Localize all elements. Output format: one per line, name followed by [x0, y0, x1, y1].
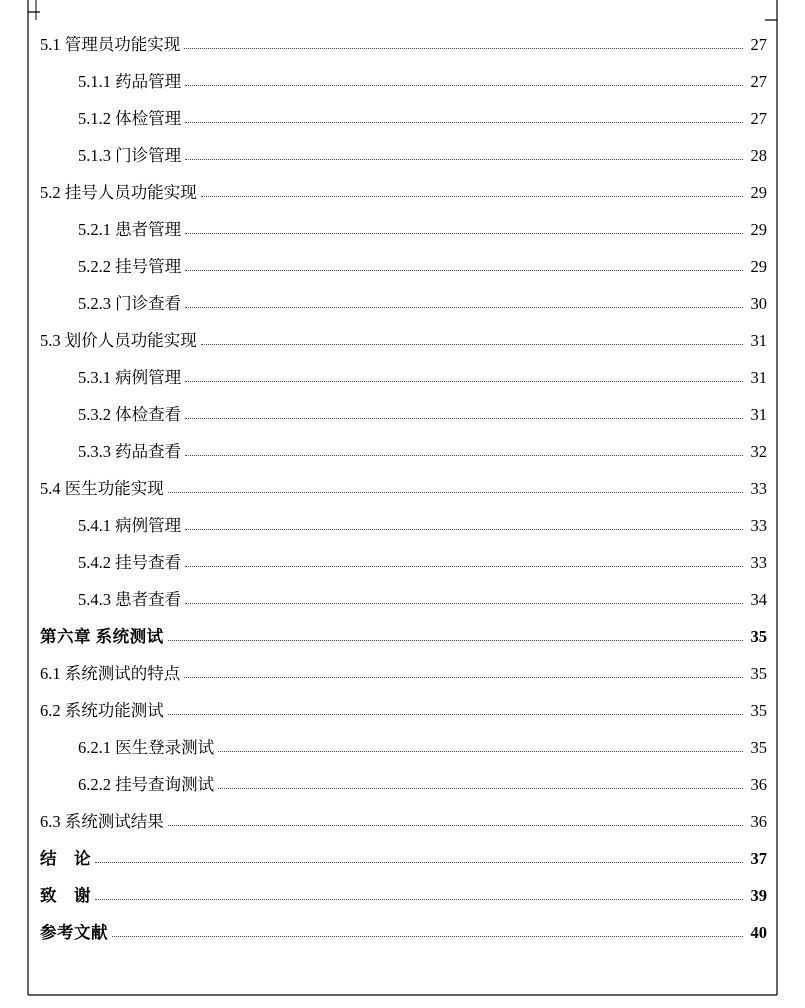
toc-entry[interactable] — [0, 248, 805, 285]
toc-entry[interactable] — [0, 174, 805, 211]
toc-entry-label: 6.2.1 医生登录测试 — [78, 738, 215, 757]
toc-entry-label: 5.4.1 病例管理 — [78, 516, 182, 535]
toc-entry-page-number: 33 — [750, 553, 767, 572]
toc-entry[interactable] — [0, 840, 805, 877]
toc-leader-dots — [184, 48, 743, 49]
toc-entry-label: 致 谢 — [40, 886, 91, 905]
toc-entry[interactable] — [0, 322, 805, 359]
toc-entry-label: 5.1.3 门诊管理 — [78, 146, 182, 165]
toc-entry-page-number: 27 — [750, 72, 767, 91]
toc-entry-label: 第六章 系统测试 — [40, 627, 164, 646]
toc-entry-page-number: 29 — [750, 183, 767, 202]
toc-entry-label: 5.4.3 患者查看 — [78, 590, 182, 609]
toc-entry-page-number: 36 — [750, 812, 767, 831]
toc-entry-page-number: 31 — [750, 368, 767, 387]
toc-entry-page-number: 33 — [750, 516, 767, 535]
toc-entry[interactable] — [0, 433, 805, 470]
toc-entry[interactable] — [0, 137, 805, 174]
toc-entry[interactable] — [0, 692, 805, 729]
toc-entry[interactable] — [0, 100, 805, 137]
toc-entry[interactable] — [0, 618, 805, 655]
toc-leader-dots — [218, 751, 743, 752]
toc-entry-label: 5.3.2 体检查看 — [78, 405, 182, 424]
toc-entry-page-number: 36 — [750, 775, 767, 794]
toc-entry-page-number: 28 — [750, 146, 767, 165]
toc-entry-page-number: 39 — [750, 886, 767, 905]
toc-leader-dots — [185, 159, 743, 160]
toc-entry[interactable] — [0, 877, 805, 914]
toc-leader-dots — [185, 418, 743, 419]
toc-entry-page-number: 29 — [750, 257, 767, 276]
toc-leader-dots — [168, 714, 743, 715]
toc-entry-page-number: 31 — [750, 331, 767, 350]
toc-entry-page-number: 35 — [750, 664, 767, 683]
toc-entry-label: 结 论 — [40, 849, 91, 868]
toc-leader-dots — [168, 640, 743, 641]
toc-leader-dots — [168, 492, 743, 493]
toc-entry-label: 6.2.2 挂号查询测试 — [78, 775, 215, 794]
toc-entry[interactable] — [0, 581, 805, 618]
toc-entry[interactable] — [0, 803, 805, 840]
toc-entry[interactable] — [0, 396, 805, 433]
toc-leader-dots — [95, 862, 743, 863]
toc-entry-page-number: 31 — [750, 405, 767, 424]
toc-leader-dots — [185, 270, 743, 271]
toc-entry-page-number: 27 — [750, 35, 767, 54]
toc-entry-label: 5.1.1 药品管理 — [78, 72, 182, 91]
toc-entry-label: 6.3 系统测试结果 — [40, 812, 164, 831]
toc-entry-page-number: 34 — [750, 590, 767, 609]
toc-leader-dots — [185, 381, 743, 382]
toc-entry-label: 5.4.2 挂号查看 — [78, 553, 182, 572]
toc-entry[interactable] — [0, 766, 805, 803]
toc-entry[interactable] — [0, 63, 805, 100]
toc-leader-dots — [185, 85, 743, 86]
toc-entry[interactable] — [0, 914, 805, 951]
toc-entry[interactable] — [0, 470, 805, 507]
toc-leader-dots — [185, 455, 743, 456]
toc-entry-label: 参考文献 — [40, 923, 108, 942]
toc-entry[interactable] — [0, 655, 805, 692]
toc-entry-label: 5.3 划价人员功能实现 — [40, 331, 197, 350]
toc-entry-label: 5.3.3 药品查看 — [78, 442, 182, 461]
toc-entry-page-number: 40 — [750, 923, 767, 942]
toc-entry-page-number: 27 — [750, 109, 767, 128]
toc-leader-dots — [168, 825, 743, 826]
toc-leader-dots — [218, 788, 743, 789]
toc-entry[interactable] — [0, 211, 805, 248]
toc-entry-page-number: 35 — [750, 627, 767, 646]
toc-entry-label: 6.1 系统测试的特点 — [40, 664, 181, 683]
toc-entry[interactable] — [0, 26, 805, 63]
toc-leader-dots — [185, 122, 743, 123]
toc-entry[interactable] — [0, 507, 805, 544]
toc-entry-page-number: 37 — [750, 849, 767, 868]
toc-leader-dots — [201, 196, 743, 197]
toc-entry[interactable] — [0, 359, 805, 396]
toc-leader-dots — [201, 344, 743, 345]
toc-entry[interactable] — [0, 544, 805, 581]
toc-entry-label: 6.2 系统功能测试 — [40, 701, 164, 720]
toc-leader-dots — [185, 233, 743, 234]
toc-entry-page-number: 30 — [750, 294, 767, 313]
toc-entry-label: 5.2.1 患者管理 — [78, 220, 182, 239]
toc-entry-label: 5.2.2 挂号管理 — [78, 257, 182, 276]
toc-entry-label: 5.2.3 门诊查看 — [78, 294, 182, 313]
toc-entry-label: 5.3.1 病例管理 — [78, 368, 182, 387]
toc-entry-page-number: 35 — [750, 738, 767, 757]
toc-leader-dots — [95, 899, 743, 900]
toc-entry[interactable] — [0, 729, 805, 766]
toc-entry-page-number: 32 — [750, 442, 767, 461]
toc-entry-label: 5.1 管理员功能实现 — [40, 35, 181, 54]
toc-entry-label: 5.1.2 体检管理 — [78, 109, 182, 128]
toc-entry-page-number: 35 — [750, 701, 767, 720]
toc-leader-dots — [185, 307, 743, 308]
toc-entry-page-number: 33 — [750, 479, 767, 498]
toc-entry[interactable] — [0, 285, 805, 322]
toc-leader-dots — [185, 529, 743, 530]
toc-entry-page-number: 29 — [750, 220, 767, 239]
toc-leader-dots — [185, 603, 743, 604]
toc-entry-label: 5.2 挂号人员功能实现 — [40, 183, 197, 202]
toc-leader-dots — [184, 677, 743, 678]
toc-entry-label: 5.4 医生功能实现 — [40, 479, 164, 498]
toc-leader-dots — [185, 566, 743, 567]
toc-leader-dots — [112, 936, 743, 937]
